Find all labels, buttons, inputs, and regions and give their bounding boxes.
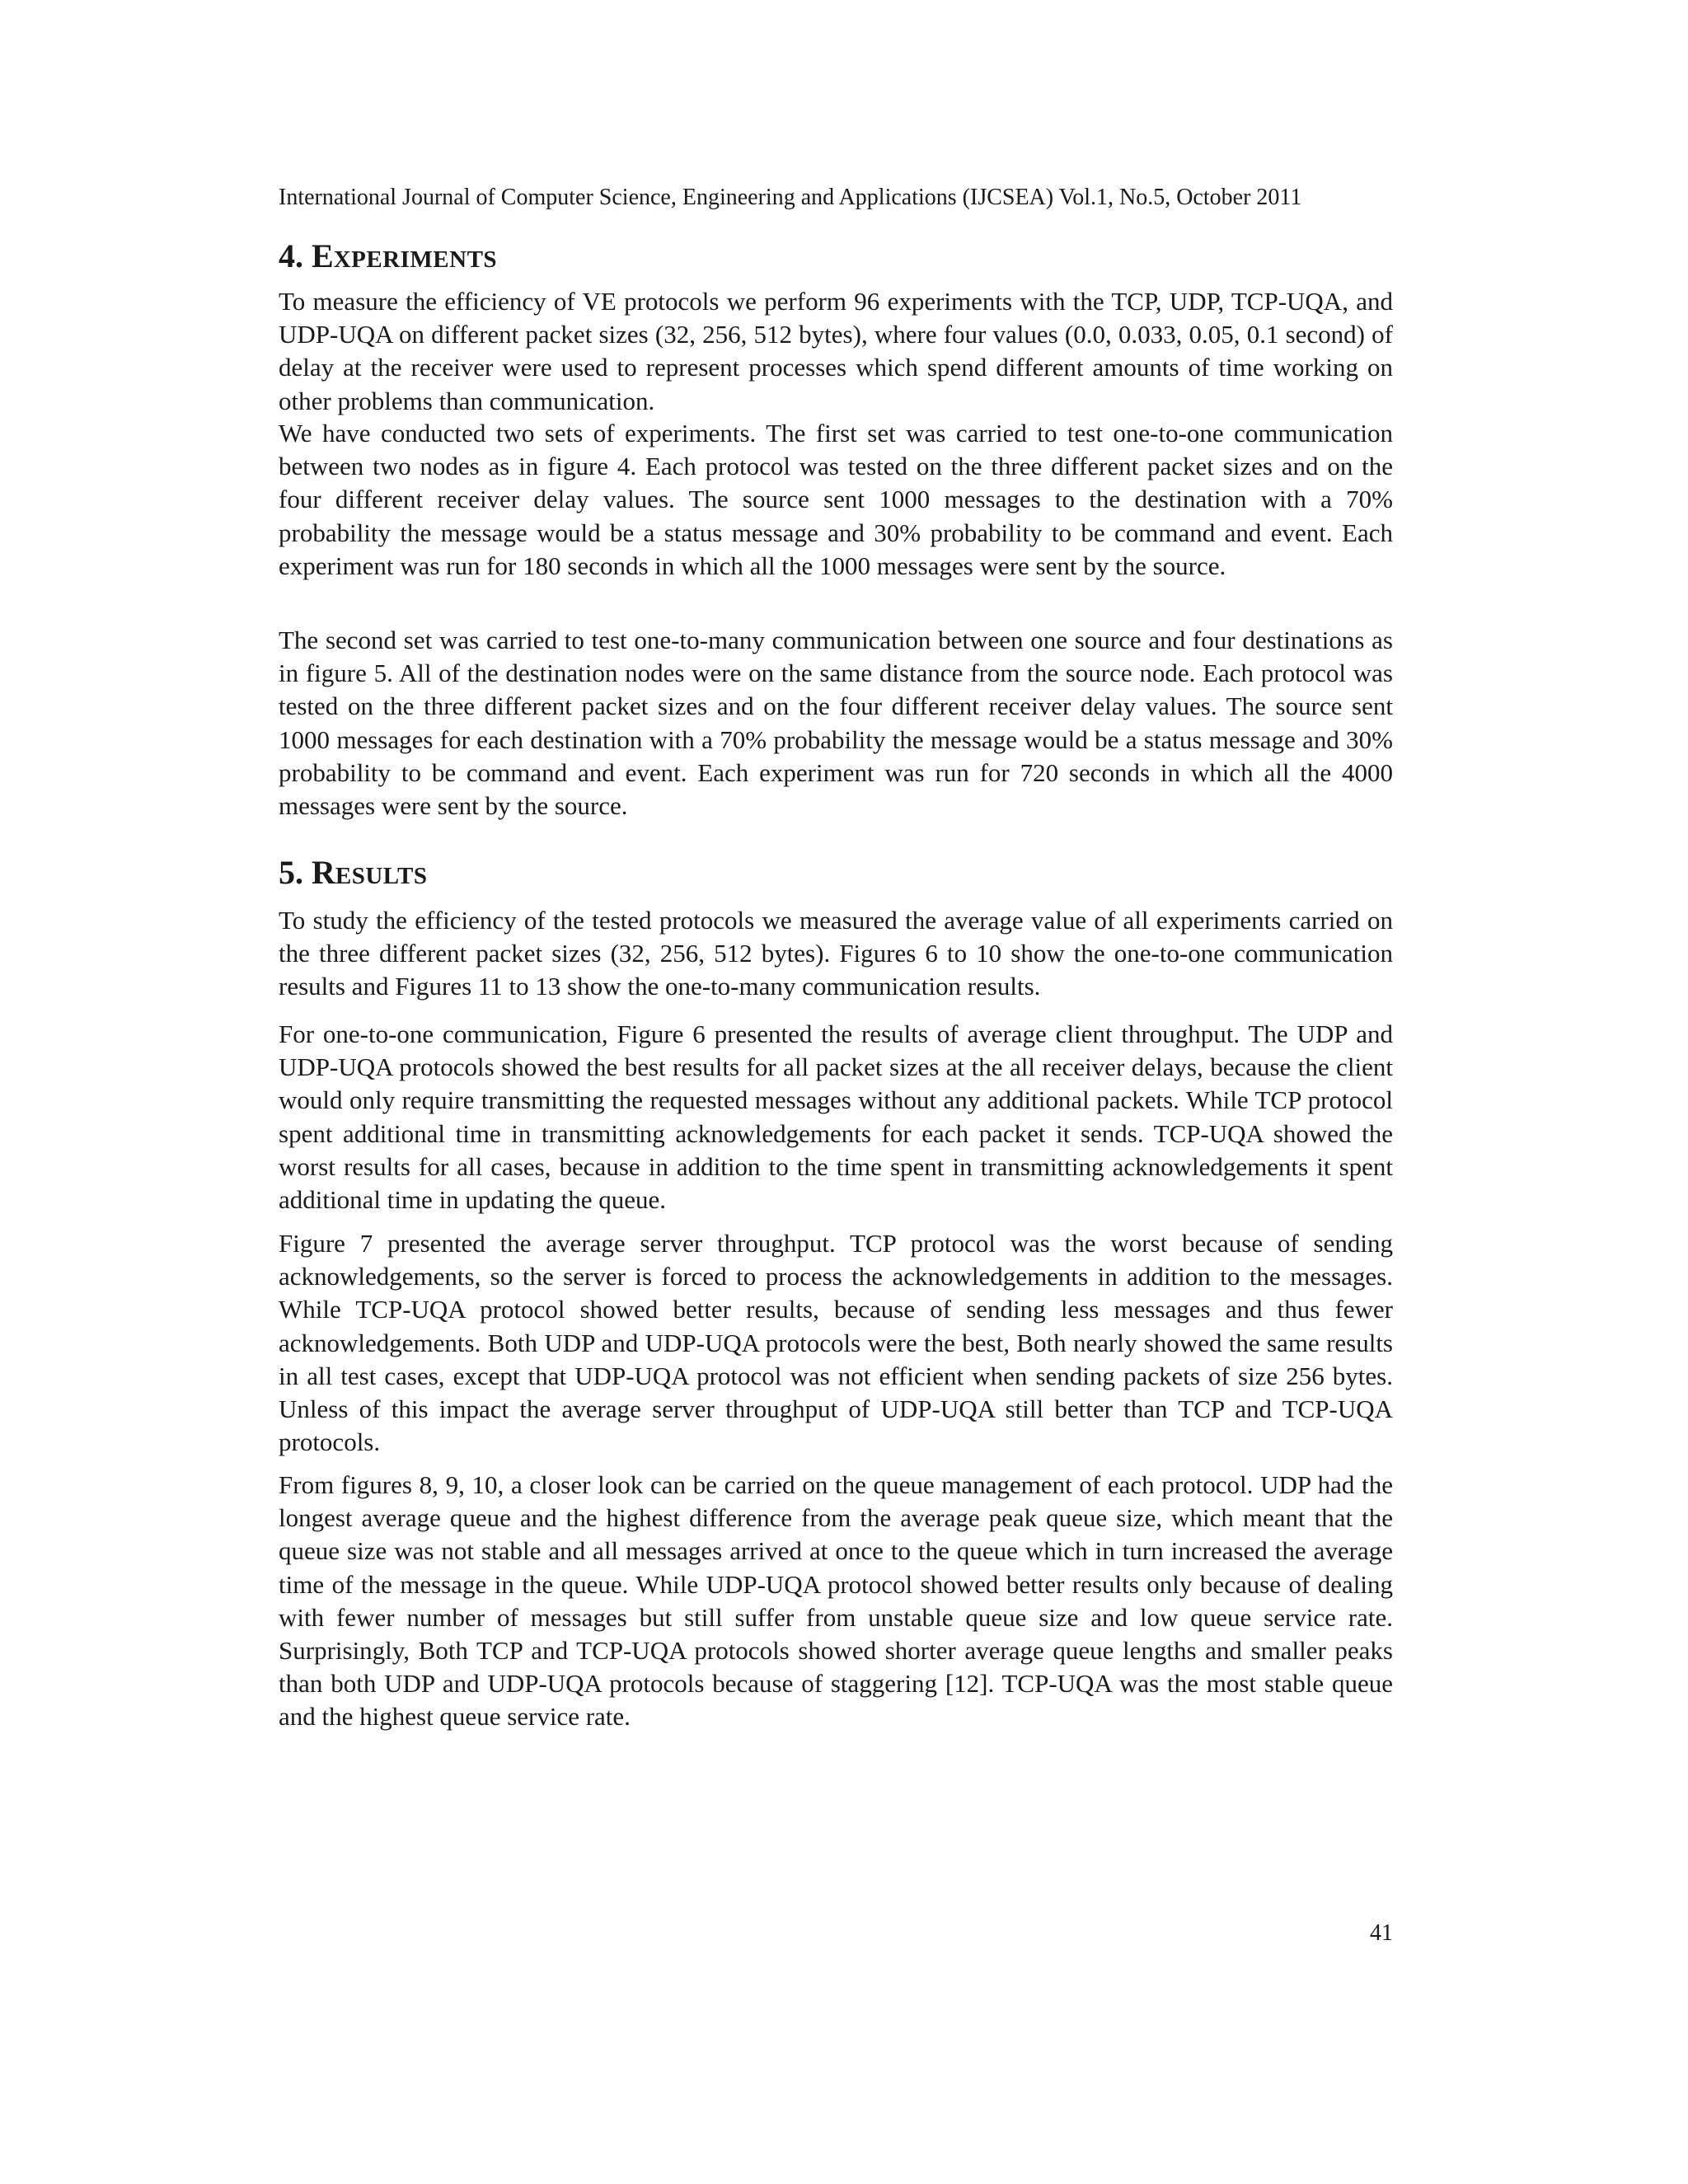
paragraph: To measure the efficiency of VE protocols we perform 96 experiments with the TCP, UDP, TCP-UQA, and UDP-UQA on different packet sizes (32, 256, 512 bytes), where four values (0.0, 0.033, 0.05, 0.1 second) of delay at the receiver were used to represent processes which spend different amounts of time working on other problems than communication. [279, 287, 1393, 415]
paragraph: The second set was carried to test one-to-many communication between one source and four destinations as in figure 5. All of the destination nodes were on the same distance from the source node. Each protocol was tested on the three different packet sizes and on the four different receiver delay values. The source sent 1000 messages for each destination with a 70% probability the message would be a status message and 30% probability to be command and event. Each experiment was run for 720 seconds in which all the 4000 messages were sent by the source. [279, 626, 1393, 821]
section-heading-results [279, 854, 1393, 895]
section-title-rest: ESULTS [335, 863, 428, 889]
running-header: International Journal of Computer Science, Engineering and Applications (IJCSEA) Vol.1, No.5, October 2011 [279, 185, 1302, 210]
page-number: 41 [1370, 1920, 1393, 1946]
paragraph: To study the efficiency of the tested protocols we measured the average value of all experiments carried on the three different packet sizes (32, 256, 512 bytes). Figures 6 to 10 show the one-to-one communication results and Figures 11 to 13 show the one-to-many communication results. [279, 906, 1393, 1001]
section-title-initial: R [312, 854, 335, 891]
section-title-rest: XPERIMENTS [333, 246, 498, 273]
paragraph: From figures 8, 9, 10, a closer look can be carried on the queue management of each protocol. UDP had the longest average queue and the highest difference from the average peak queue size, which meant that the queue size was not stable and all messages arrived at once to the queue which in turn increased the average time of the message in the queue. While UDP-UQA protocol showed better results only because of dealing with fewer number of messages but still suffer from unstable queue size and low queue service rate. Surprisingly, Both TCP and TCP-UQA protocols showed shorter average queue lengths and smaller peaks than both UDP and UDP-UQA protocols because of staggering [12]. TCP-UQA was the most stable queue and the highest queue service rate. [279, 1470, 1393, 1732]
section-number: 4. [279, 237, 303, 274]
section-heading-experiments [279, 237, 1393, 279]
paragraph: For one-to-one communication, Figure 6 presented the results of average client throughput. The UDP and UDP-UQA protocols showed the best results for all packet sizes at the all receiver delays, because the client would only require transmitting the requested messages without any additional packets. While TCP protocol spent additional time in transmitting acknowledgements for each packet it sends. TCP-UQA showed the worst results for all cases, because in addition to the time spent in transmitting acknowledgements it spent additional time in updating the queue. [279, 1019, 1393, 1215]
paragraph: Figure 7 presented the average server throughput. TCP protocol was the worst because of sending acknowledgements, so the server is forced to process the acknowledgements in addition to the messages. While TCP-UQA protocol showed better results, because of sending less messages and thus fewer acknowledgements. Both UDP and UDP-UQA protocols were the best, Both nearly showed the same results in all test cases, except that UDP-UQA protocol was not efficient when sending packets of size 256 bytes. Unless of this impact the average server throughput of UDP-UQA still better than TCP and TCP-UQA protocols. [279, 1229, 1393, 1457]
paper-page [279, 0, 1393, 2184]
section-number: 5. [279, 854, 303, 891]
paragraph: We have conducted two sets of experiments. The first set was carried to test one-to-one communication between two nodes as in figure 4. Each protocol was tested on the three different packet sizes and on the four different receiver delay values. The source sent 1000 messages to the destination with a 70% probability the message would be a status message and 30% probability to be command and event. Each experiment was run for 180 seconds in which all the 1000 messages were sent by the source. [279, 419, 1393, 580]
section-title-initial: E [312, 237, 334, 274]
